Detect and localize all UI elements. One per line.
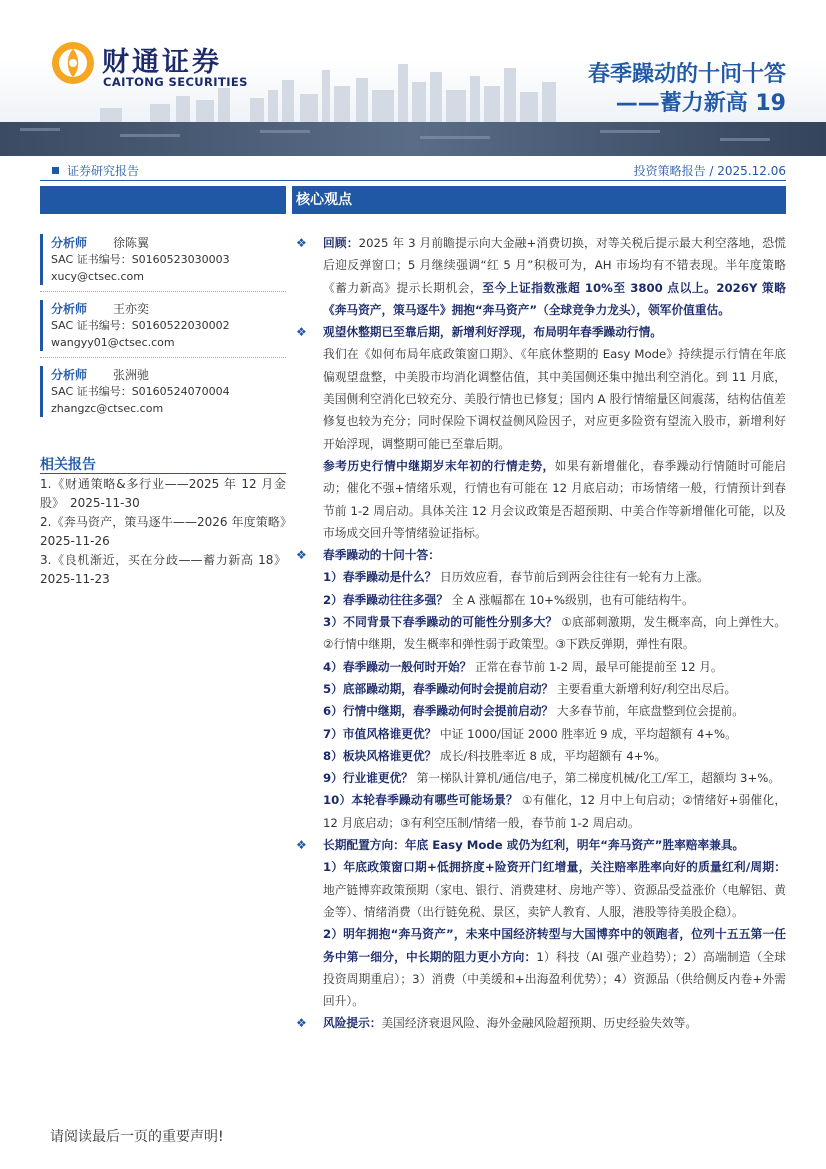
related-reports-list [40, 475, 299, 589]
qa-question: 5）底部躁动期，春季躁动何时会提前启动？ [323, 681, 554, 696]
qa-answer: 中证 1000/国证 2000 胜率近 9 成，平均超额有 4+%。 [440, 726, 737, 741]
square-bullet-icon [52, 167, 59, 174]
diamond-bullet-icon: ❖ [296, 325, 307, 340]
caitong-logo-icon [50, 38, 96, 88]
report-title-block [588, 60, 786, 118]
qa-question: 8）板块风格谁更优？ [323, 748, 437, 763]
analyst-separator [40, 357, 286, 358]
review-highlight: 至今上证指数涨超 10%至 3800 点以上。2026Y 策略《奔马资产，策马逐牛》拥抱“奔马资产”（全球竞争力龙头），领军价值重估。 [323, 280, 786, 317]
diamond-bullet-icon: ❖ [296, 548, 307, 563]
related-reports-title: 相关报告 [40, 457, 96, 473]
analyst-name: 张洲驰 [113, 368, 150, 382]
long-term-section-heading [292, 834, 786, 856]
core-viewpoint-content [292, 232, 786, 1035]
qa-answer: ①有催化，12 月中上旬启动；②情绪好+弱催化，12 月底启动；③有利空压制/情绪一般，春节前 1-2 周启动。 [323, 793, 787, 830]
review-text: 2025 年 3 月前瞻提示向大金融+消费切换，对等关税后提示最大利空落地，恐慌后迎反弹窗口；5 月继续强调“红 5 月”积极可为，AH 市场均有不错表现。半年度策略《蓄力新高》提示长期机会， [323, 236, 786, 295]
analyst-email: zhangzc@ctsec.com [51, 402, 164, 415]
qa-answer: 第一梯队计算机/通信/电子，第二梯度机械/化工/军工，超额均 3+%。 [416, 771, 781, 786]
qa-section-heading [292, 544, 786, 566]
long-term-paragraph-2 [292, 923, 786, 1012]
header-divider [40, 180, 786, 181]
risk-section [292, 1012, 786, 1034]
related-report-item[interactable]: 2.《奔马资产，策马逐牛——2026 年度策略》 2025-11-26 [40, 515, 299, 548]
analyst-name: 王亦奕 [113, 302, 150, 316]
qa-answer: 日历效应看，春节前后到两会往往有一轮有力上涨。 [440, 570, 709, 585]
diamond-bullet-icon: ❖ [296, 838, 307, 853]
company-logo [50, 38, 250, 92]
disclaimer-note: 请阅读最后一页的重要声明! [50, 1129, 224, 1145]
qa-item [292, 678, 786, 700]
qa-item [292, 723, 786, 745]
qa-item [292, 611, 786, 656]
long-term-p1-bold: 1）年底政策窗口期+低拥挤度+险资开门红增量，关注赔率胜率向好的质量红利/周期： [323, 860, 786, 875]
qa-item [292, 589, 786, 611]
qa-item [292, 566, 786, 588]
related-reports-divider [40, 473, 286, 474]
related-report-item[interactable]: 3.《良机渐近，买在分歧——蓄力新高 18》 2025-11-23 [40, 553, 286, 586]
risk-text: 美国经济衰退风险、海外金融风险超预期、历史经验失效等。 [381, 1016, 698, 1031]
left-column-header-bar [40, 186, 286, 214]
qa-answer: 全 A 涨幅都在 10+%级别，也有可能结构牛。 [451, 592, 694, 607]
wait-heading: 观望休整期已至靠后期，新增利好浮现，布局明年春季躁动行情。 [323, 325, 662, 340]
core-viewpoint-title: 核心观点 [292, 186, 786, 214]
analyst-email: xucy@ctsec.com [51, 270, 144, 283]
review-section [292, 232, 786, 321]
analyst-name: 徐陈翼 [113, 236, 150, 250]
qa-question: 2）春季躁动往往多强？ [323, 592, 449, 607]
long-term-heading: 长期配置方向：年底 Easy Mode 或仍为红利，明年“奔马资产”胜率赔率兼具。 [323, 838, 745, 853]
long-term-p1-text: 地产链博弈政策预期（家电、银行、消费建材、房地产等）、资源品受益涨价（电解铝、黄金等）、情绪消费（出行链免税、景区，卖铲人教育、人服，港股等待美股企稳）。 [323, 882, 786, 919]
review-label: 回顾： [323, 236, 359, 250]
analyst-sac: SAC 证书编号：S0160523030003 [51, 253, 230, 266]
brand-name-cn: 财通证券 [102, 47, 222, 78]
analyst-sac: SAC 证书编号：S0160522030002 [51, 319, 230, 332]
wait-paragraph-2 [292, 455, 786, 544]
qa-answer: 成长/科技胜率近 8 成，平均超额有 4+%。 [440, 748, 667, 763]
diamond-bullet-icon: ❖ [296, 1016, 307, 1031]
wait-p2-bold: 参考历史行情中继期岁末年初的行情走势， [323, 458, 555, 473]
qa-question: 10）本轮春季躁动有哪些可能场景？ [323, 793, 518, 808]
wait-p2-text: 如果有新增催化，春季躁动行情随时可能启动；催化不强+情绪乐观，行情也有可能在 12 月底启动；市场情绪一般，行情预计到春节前 1-2 周启动。具体关注 12 月会议政策是否超预期、中美合作等新增催化可能，以及市场成交回升等情绪验证指标。 [323, 458, 786, 540]
long-term-p2-text: 1）科技（AI 强产业趋势）；2）高端制造（全球投资周期重启）；3）消费（中美缓和+出海盈利优势）；4）资源品（供给侧反内卷+外需回升）。 [323, 949, 786, 1009]
brand-name-en: CAITONG SECURITIES [103, 75, 248, 89]
qa-answer: 大多春节前，年底盘整到位会提前。 [556, 704, 744, 719]
qa-question: 7）市值风格谁更优？ [323, 726, 437, 741]
qa-item [292, 767, 786, 789]
wait-paragraph-1: 我们在《如何布局年底政策窗口期》、《年底休整期的 Easy Mode》持续提示行情在年底偏观望盘整，中美股市均消化调整估值，其中美国侧还集中抛出利空消化。到 11 月底，美国侧利空消化已较充分、美股行情也已修复；国内 A 股行情缩量区间震荡，结构估值差修复也较为充分；同时保险下调权益侧风险因子，对应更多险资有望流入股市，新增利好开始浮现，调整期可能已至靠后期。 [323, 347, 786, 451]
report-category [52, 162, 139, 179]
qa-item [292, 745, 786, 767]
qa-item [292, 789, 786, 834]
qa-answer: 主要看重大新增利好/利空出尽后。 [556, 681, 737, 696]
related-report-item[interactable]: 1.《财通策略&多行业——2025 年 12 月金股》 2025-11-30 [40, 477, 286, 510]
analyst-card [40, 234, 286, 285]
analyst-role: 分析师 [51, 302, 88, 316]
long-term-p2-bold: 2）明年拥抱“奔马资产”，未来中国经济转型与大国博弈中的领跑者，位列十五五第一任务中第一细分，中长期的阻力更小方向： [323, 927, 786, 964]
long-term-paragraph-1 [292, 856, 786, 923]
qa-question: 3）不同背景下春季躁动的可能性分别多大？ [323, 615, 558, 630]
qa-item [292, 700, 786, 722]
analyst-card [40, 300, 286, 351]
analyst-separator [40, 291, 286, 292]
diamond-bullet-icon: ❖ [296, 236, 307, 250]
analyst-card [40, 366, 286, 417]
report-title: 春季躁动的十问十答 [587, 62, 786, 87]
qa-question: 9）行业谁更优？ [323, 771, 413, 786]
qa-answer: ①底部刺激期，发生概率高，向上弹性大。②行情中继期，发生概率和弹性弱于政策型。③下跌反弹期，弹性有限。 [323, 615, 787, 652]
risk-label: 风险提示： [323, 1016, 382, 1031]
analyst-role: 分析师 [51, 236, 88, 250]
report-type-date: 投资策略报告 / 2025.12.06 [633, 164, 786, 178]
qa-heading: 春季躁动的十问十答： [323, 548, 440, 563]
qa-question: 4）春季躁动一般何时开始？ [323, 659, 472, 674]
report-category-label: 证券研究报告 [67, 164, 140, 178]
qa-question: 1）春季躁动是什么？ [323, 570, 437, 585]
analyst-sac: SAC 证书编号：S0160524070004 [51, 385, 230, 398]
analyst-role: 分析师 [51, 368, 88, 382]
qa-question: 6）行情中继期，春季躁动何时会提前启动？ [323, 704, 554, 719]
report-subtitle: ——蓄力新高 19 [615, 91, 786, 116]
qa-item [292, 656, 786, 678]
analyst-email: wangyy01@ctsec.com [51, 336, 175, 349]
qa-answer: 正常在春节前 1-2 周，最早可能提前至 12 月。 [475, 659, 723, 674]
wait-section-heading [292, 321, 786, 343]
